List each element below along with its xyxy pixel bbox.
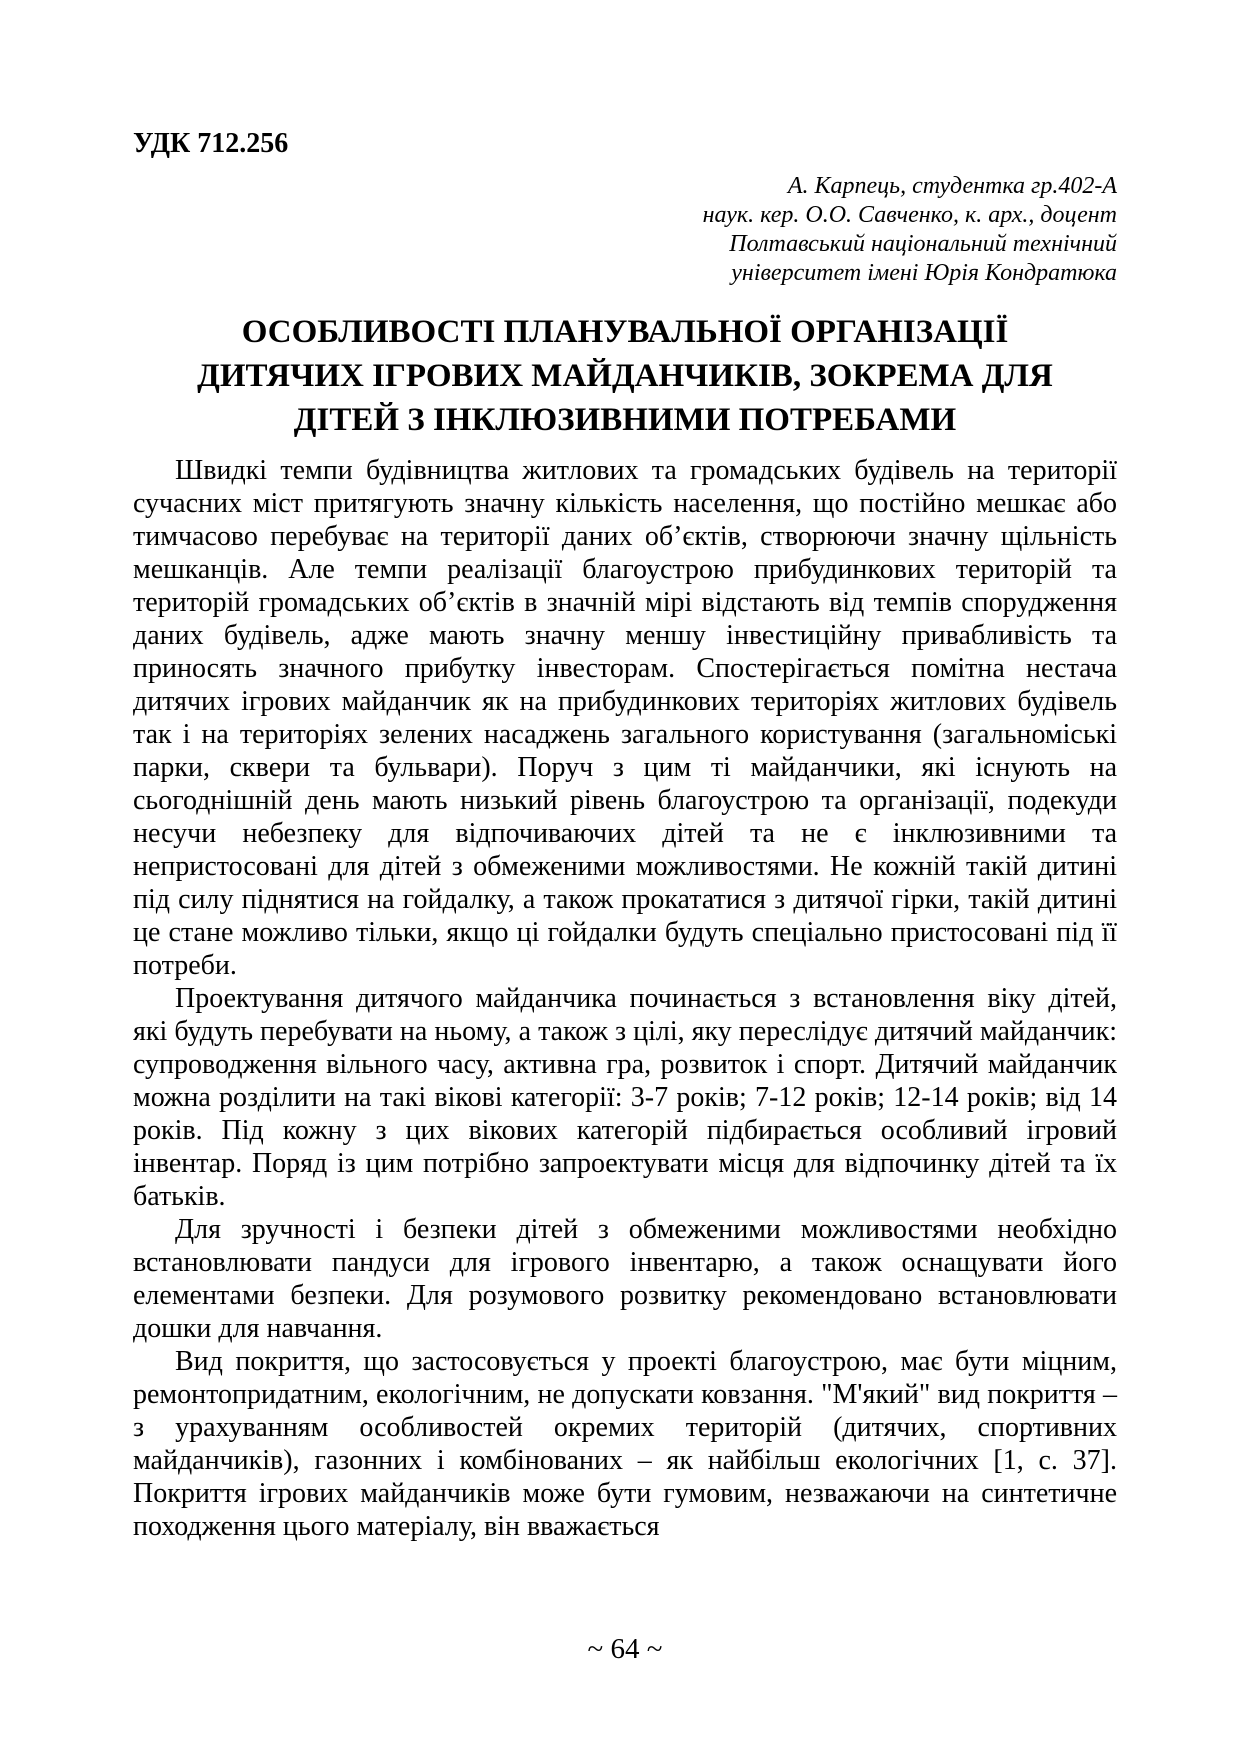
author-line-university-2: університет імені Юрія Кондратюка — [731, 260, 1117, 286]
paragraph-surface-types: Вид покриття, що застосовується у проекті благоустрою, має бути міцним, ремонтопридатним, екологічним, не допускати ковзання. "М'який" вид покриття – з урахуванням особливостей окремих територій (дитячих, спортивних майданчиків), газонних і комбінованих – як найбільш екологічних [1, с. 37]. Покриття ігрових майданчиків може бути гумовим, незважаючи на синтетичне походження цього матеріалу, він вважається — [133, 1346, 1117, 1542]
author-line-supervisor: наук. кер. О.О. Савченко, к. арх., доцент — [702, 202, 1117, 228]
article-title — [133, 310, 1117, 442]
paragraph-intro: Швидкі темпи будівництва житлових та громадських будівель на території сучасних міст притягують значну кількість населення, що постійно мешкає або тимчасово перебуває на території даних об’єктів, створюючи значну щільність мешканців. Але темпи реалізації благоустрою прибудинкових територій та територій громадських об’єктів в значній мірі відстають від темпів спорудження даних будівель, адже мають значну меншу інвестиційну привабливість та приносять значного прибутку інвесторам. Спостерігається помітна нестача дитячих ігрових майданчик як на прибудинкових територіях житлових будівель так і на територіях зелених насаджень загального користування (загальноміські парки, сквери та бульвари). Поруч з цим ті майданчики, які існують на сьогоднішній день мають низький рівень благоустрою та організації, подекуди несучи небезпеку для відпочиваючих дітей та не є інклюзивними та непристосовані для дітей з обмеженими можливостями. Не кожній такій дитині під силу піднятися на гойдалку, а також прокататися з дитячої гірки, такій дитині це стане можливо тільки, якщо ці гойдалки будуть спеціально пристосовані під її потреби. — [133, 455, 1117, 981]
author-line-name: А. Карпець, студентка гр.402-А — [787, 173, 1117, 199]
paragraph-accessibility: Для зручності і безпеки дітей з обмеженими можливостями необхідно встановлювати пандуси для ігрового інвентарю, а також оснащувати його елементами безпеки. Для розумового розвитку рекомендовано встановлювати дошки для навчання. — [133, 1214, 1117, 1344]
author-line-university-1: Полтавський національний технічний — [729, 231, 1117, 257]
paragraph-design-age-categories: Проектування дитячого майданчика починається з встановлення віку дітей, які будуть перебувати на ньому, а також з цілі, яку переслідує дитячий майданчик: супроводження вільного часу, активна гра, розвиток і спорт. Дитячий майданчик можна розділити на такі вікові категорії: 3-7 років; 7-12 років; 12-14 років; від 14 років. Під кожну з цих вікових категорій підбирається особливий ігровий інвентар. Поряд із цим потрібно запроектувати місця для відпочинку дітей та їх батьків. — [133, 983, 1117, 1212]
author-block — [133, 172, 1117, 288]
article-title-line-2: ДИТЯЧИХ ІГРОВИХ МАЙДАНЧИКІВ, ЗОКРЕМА ДЛЯ — [197, 358, 1053, 394]
article-body — [133, 454, 1117, 1543]
udc-code: УДК 712.256 — [133, 128, 289, 159]
article-title-line-3: ДІТЕЙ З ІНКЛЮЗИВНИМИ ПОТРЕБАМИ — [293, 402, 957, 438]
article-title-line-1: ОСОБЛИВОСТІ ПЛАНУВАЛЬНОЇ ОРГАНІЗАЦІЇ — [241, 314, 1009, 350]
page-number: ~ 64 ~ — [587, 1633, 663, 1665]
